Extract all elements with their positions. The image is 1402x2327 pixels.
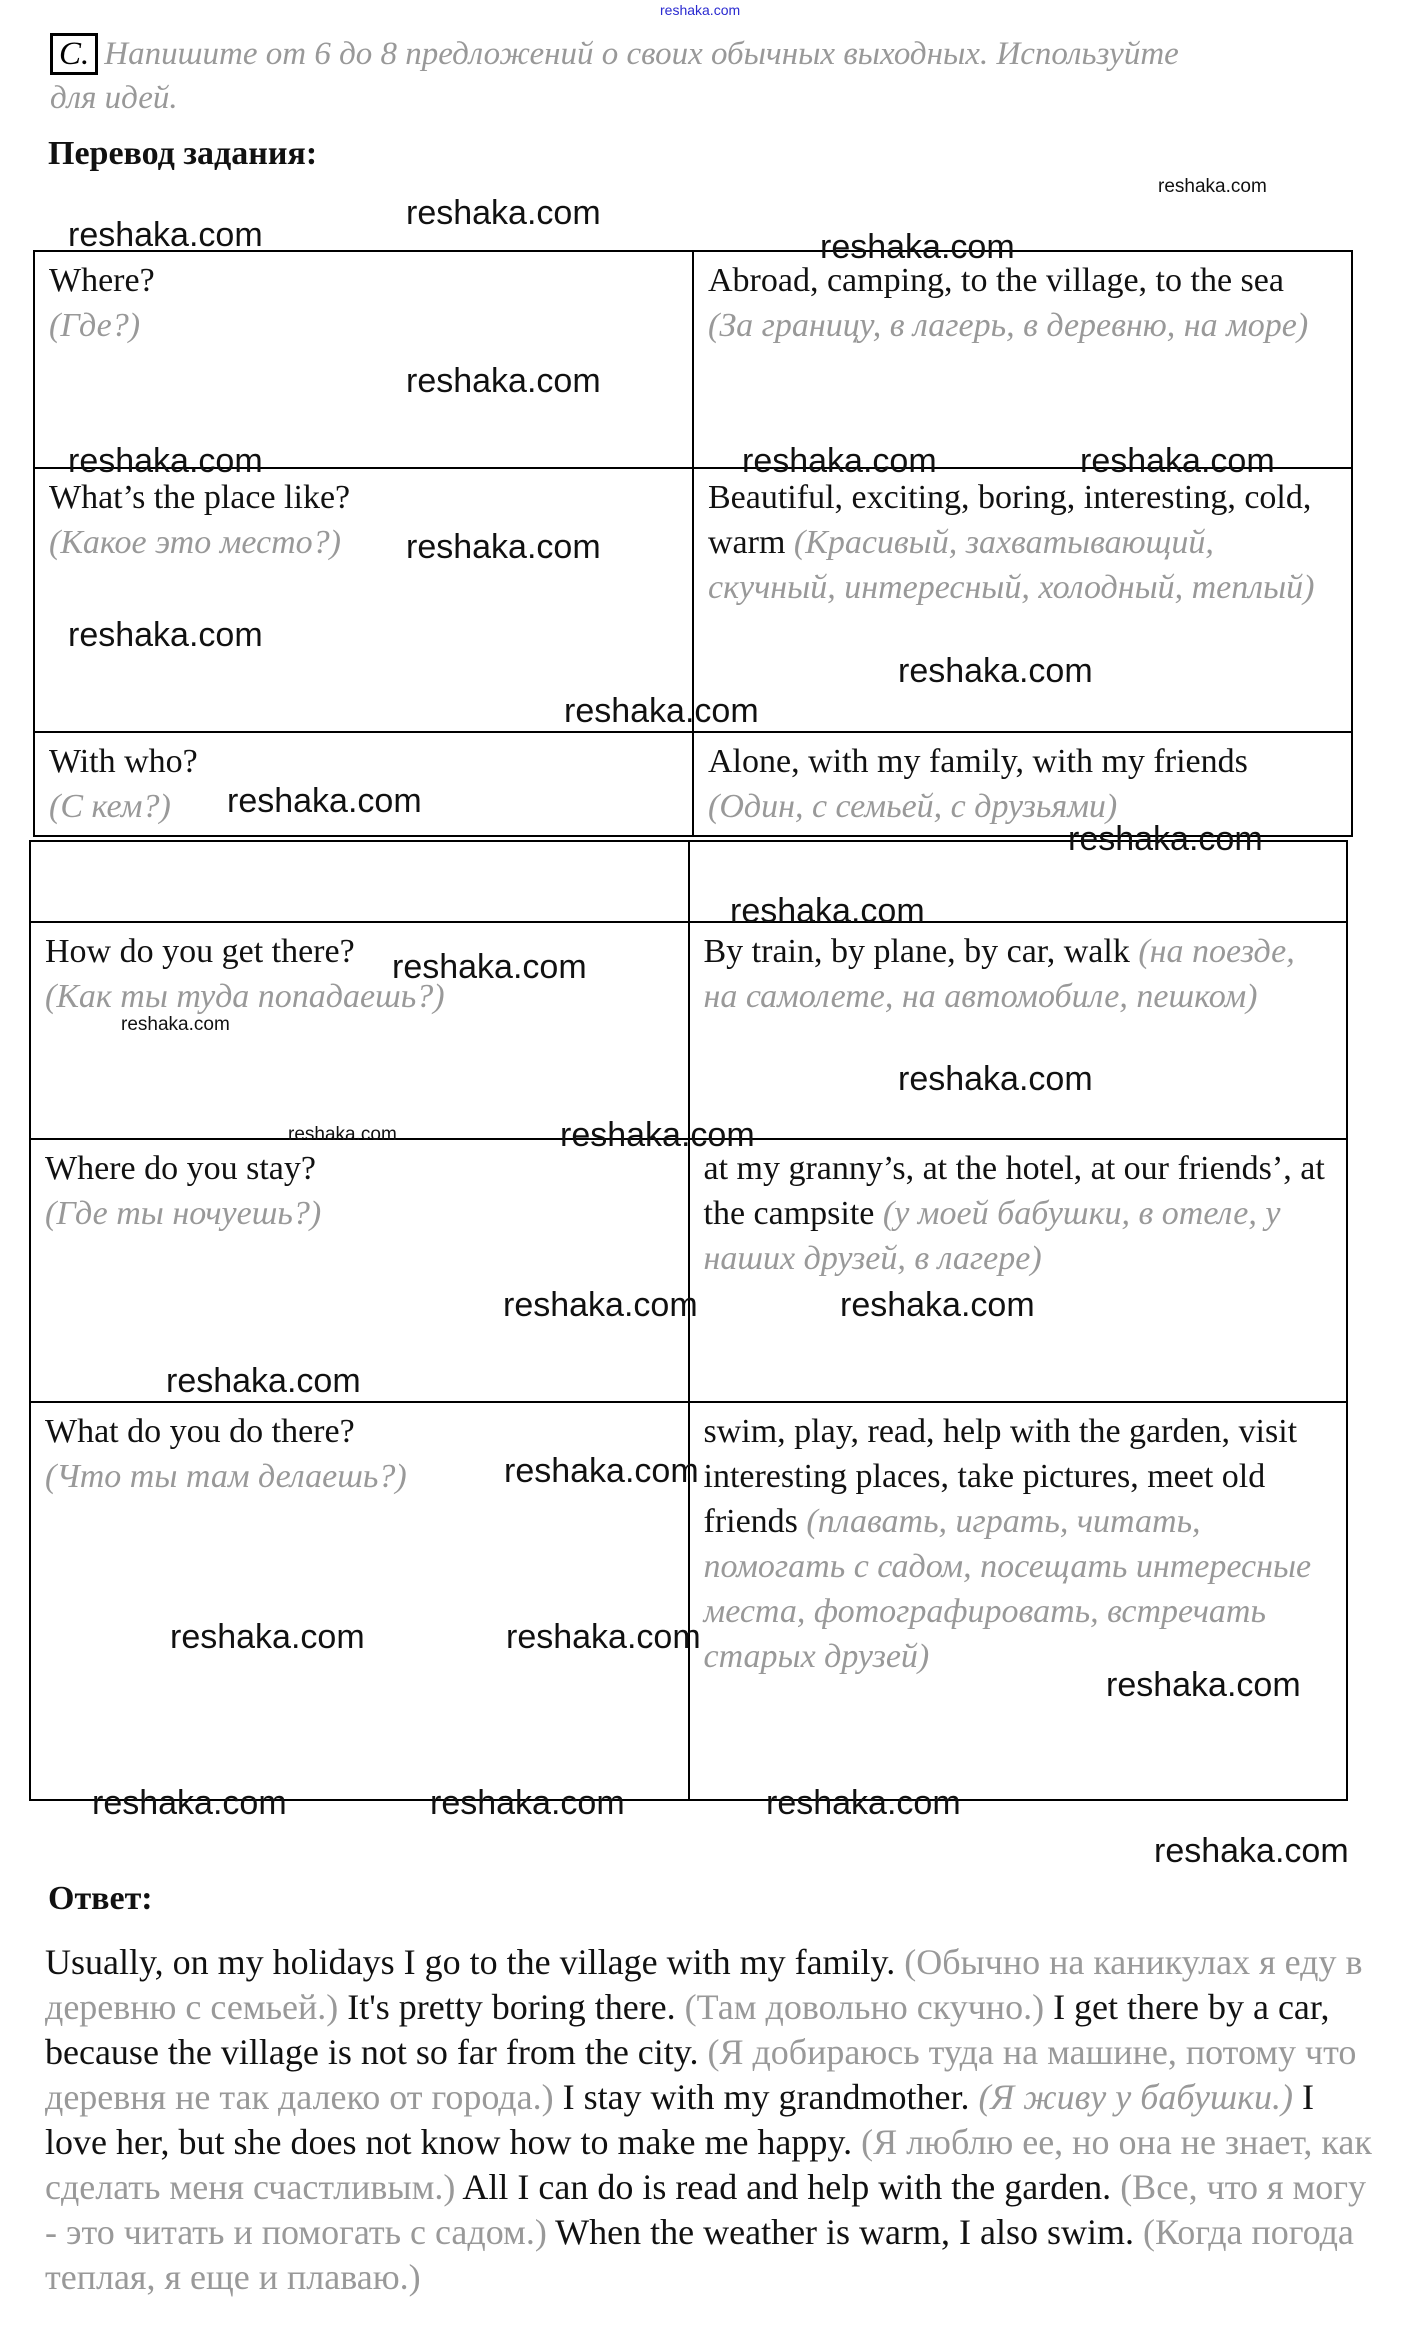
- watermark: reshaka.com: [68, 216, 263, 254]
- question-translation: (С кем?): [49, 788, 171, 825]
- answer-options: Beautiful, exciting, boring, interesting, cold, warm: [708, 479, 1312, 561]
- answer-translation: (Один, с семьей, с друзьями): [708, 788, 1118, 825]
- sentence-ru: (Я живу у бабушки.): [978, 2077, 1293, 2117]
- watermark: reshaka.com: [288, 1124, 397, 1145]
- question-translation: (Где ты ночуешь?): [45, 1195, 322, 1232]
- answer-options: swim, play, read, help with the garden, visit interesting places, take pictures, meet old friends: [703, 1413, 1298, 1540]
- task-letter: C.: [50, 33, 98, 75]
- answer-heading: Ответ:: [48, 1880, 153, 1917]
- answer-text: [45, 1940, 1375, 2300]
- answer-translation: (на поезде, на самолете, на автомобиле, пешком): [703, 933, 1295, 1015]
- watermark: reshaka.com: [392, 948, 587, 986]
- sentence-en: It's pretty boring there.: [347, 1987, 676, 2027]
- question: What do you do there?: [45, 1413, 355, 1450]
- watermark: reshaka.com: [170, 1618, 365, 1656]
- task-text: Напишите от 6 до 8 предложений о своих обычных выходных. Используйте для идей.: [50, 36, 1179, 116]
- watermark: reshaka.com: [92, 1784, 287, 1822]
- answer-translation: (Красивый, захватывающий, скучный, интересный, холодный, теплый): [708, 524, 1315, 606]
- watermark: reshaka.com: [1154, 1832, 1349, 1870]
- watermark: reshaka.com: [560, 1116, 755, 1154]
- watermark: reshaka.com: [406, 194, 601, 232]
- question: How do you get there?: [45, 933, 355, 970]
- sentence-en: I get there by a car, because the village is not so far from the city.: [45, 1987, 1330, 2072]
- sentence-en: Usually, on my holidays I go to the village with my family.: [45, 1942, 896, 1982]
- answer-translation: (За границу, в лагерь, в деревню, на море): [708, 307, 1309, 344]
- answer-options: at my granny’s, at the hotel, at our friends’, at the campsite: [703, 1150, 1325, 1232]
- question-translation: (Как ты туда попадаешь?): [45, 978, 445, 1015]
- watermark: reshaka.com: [68, 616, 263, 654]
- answer-options: By train, by plane, by car, walk: [703, 933, 1130, 970]
- question-translation: (Какое это место?): [49, 524, 342, 561]
- sentence-ru: (Я люблю ее, но она не знает, как сделать меня счастливым.): [45, 2122, 1372, 2207]
- watermark: reshaka.com: [506, 1618, 701, 1656]
- answer-options: Abroad, camping, to the village, to the sea: [708, 262, 1284, 299]
- watermark: reshaka.com: [68, 442, 263, 480]
- question: Where?: [49, 262, 155, 299]
- watermark: reshaka.com: [730, 892, 925, 930]
- question: Where do you stay?: [45, 1150, 316, 1187]
- sentence-ru: (Когда погода теплая, я еще и плаваю.): [45, 2212, 1354, 2297]
- watermark: reshaka.com: [1158, 176, 1267, 197]
- watermark: reshaka.com: [1106, 1666, 1301, 1704]
- watermark: reshaka.com: [121, 1014, 230, 1035]
- task-instruction: [50, 32, 1230, 120]
- question: With who?: [49, 743, 198, 780]
- watermark: reshaka.com: [660, 2, 741, 18]
- watermark: reshaka.com: [504, 1452, 699, 1490]
- watermark: reshaka.com: [1080, 442, 1275, 480]
- ideas-table-1: [33, 250, 1353, 837]
- watermark: reshaka.com: [766, 1784, 961, 1822]
- translation-heading: Перевод задания:: [48, 135, 318, 172]
- watermark: reshaka.com: [742, 442, 937, 480]
- watermark: reshaka.com: [564, 692, 759, 730]
- question-translation: (Где?): [49, 307, 141, 344]
- sentence-ru: (Там довольно скучно.): [684, 1987, 1045, 2027]
- watermark: reshaka.com: [503, 1286, 698, 1324]
- question: What’s the place like?: [49, 479, 351, 516]
- sentence-en: When the weather is warm, I also swim.: [555, 2212, 1135, 2252]
- sentence-en: I love her, but she does not know how to make me happy.: [45, 2077, 1314, 2162]
- watermark: reshaka.com: [840, 1286, 1035, 1324]
- watermark: reshaka.com: [1068, 820, 1263, 858]
- watermark: reshaka.com: [898, 1060, 1093, 1098]
- watermark: reshaka.com: [227, 782, 422, 820]
- answer-translation: (плавать, играть, читать, помогать с садом, посещать интересные места, фотографировать, встречать старых друзей): [703, 1503, 1312, 1675]
- watermark: reshaka.com: [898, 652, 1093, 690]
- answer-translation: (у моей бабушки, в отеле, у наших друзей, в лагере): [703, 1195, 1281, 1277]
- sentence-en: I stay with my grandmother.: [562, 2077, 970, 2117]
- watermark: reshaka.com: [406, 362, 601, 400]
- watermark: reshaka.com: [166, 1362, 361, 1400]
- sentence-ru: (Обычно на каникулах я еду в деревню с семьей.): [45, 1942, 1363, 2027]
- sentence-en: All I can do is read and help with the garden.: [462, 2167, 1112, 2207]
- question-translation: (Что ты там делаешь?): [45, 1458, 407, 1495]
- watermark: reshaka.com: [406, 528, 601, 566]
- watermark: reshaka.com: [820, 228, 1015, 266]
- sentence-ru: (Все, что я могу - это читать и помогать с садом.): [45, 2167, 1367, 2252]
- sentence-ru: (Я добираюсь туда на машине, потому что деревня не так далеко от города.): [45, 2032, 1357, 2117]
- watermark: reshaka.com: [430, 1784, 625, 1822]
- answer-options: Alone, with my family, with my friends: [708, 743, 1248, 780]
- table-row: [34, 251, 1352, 468]
